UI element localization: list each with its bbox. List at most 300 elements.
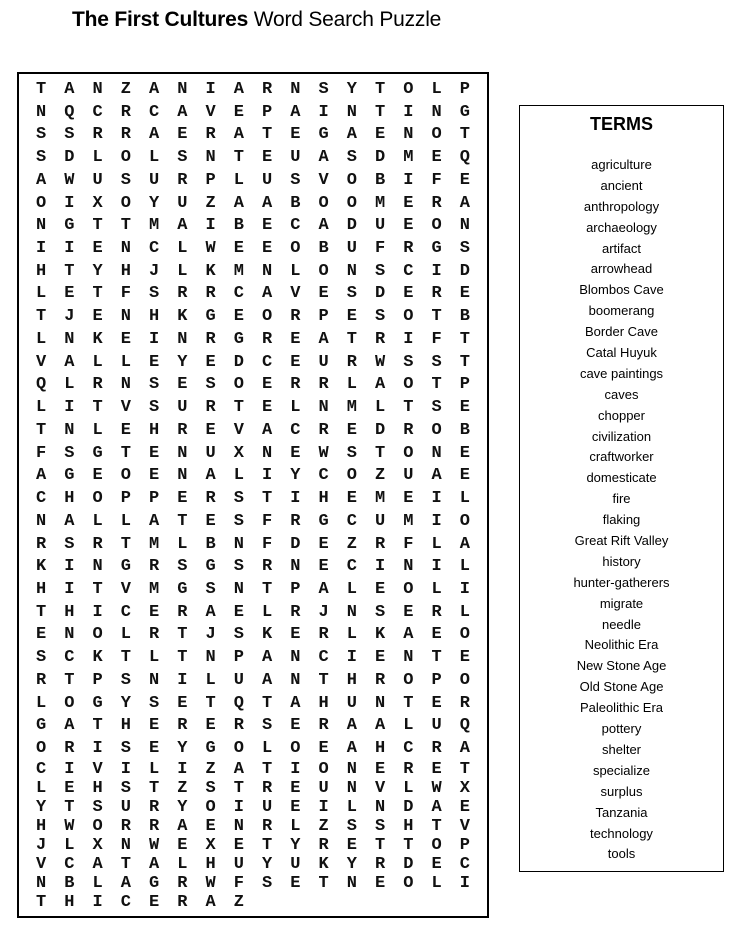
grid-letter: H	[318, 489, 329, 509]
grid-letter: E	[36, 625, 47, 645]
grid-letter: O	[459, 511, 470, 531]
term-item: New Stone Age	[576, 658, 667, 674]
grid-letter: I	[403, 170, 414, 190]
term-item: technology	[590, 825, 653, 841]
grid-letter: R	[403, 760, 414, 779]
grid-letter: L	[36, 329, 47, 349]
grid-letter: V	[290, 284, 301, 304]
grid-letter: I	[233, 798, 244, 817]
grid-letter: S	[64, 125, 75, 145]
grid-letter: H	[120, 261, 131, 281]
grid-letter: T	[431, 648, 442, 668]
grid-letter: S	[177, 557, 188, 577]
grid-letter: O	[205, 798, 216, 817]
grid-letter: I	[431, 261, 442, 281]
term-item: chopper	[598, 407, 645, 423]
grid-letter: I	[290, 489, 301, 509]
grid-letter: T	[346, 329, 357, 349]
grid-letter: N	[431, 102, 442, 122]
grid-letter: T	[375, 79, 386, 99]
grid-letter: U	[149, 170, 160, 190]
grid-letter: B	[375, 170, 386, 190]
term-item: artifact	[601, 240, 641, 256]
grid-letter: W	[205, 874, 216, 893]
grid-letter: S	[233, 511, 244, 531]
grid-letter: T	[36, 307, 47, 327]
grid-letter: J	[205, 625, 216, 645]
grid-letter: Y	[177, 739, 188, 759]
grid-letter: T	[92, 716, 103, 736]
grid-letter: O	[318, 193, 329, 213]
grid-letter: U	[262, 798, 273, 817]
grid-letter: S	[262, 716, 273, 736]
grid-letter: T	[459, 125, 470, 145]
term-item: agriculture	[591, 157, 652, 172]
grid-letter: A	[318, 579, 329, 599]
grid-letter: T	[431, 307, 442, 327]
grid-letter: O	[403, 874, 414, 893]
grid-letter: E	[205, 817, 216, 836]
grid-letter: M	[233, 261, 244, 281]
grid-letter: A	[64, 352, 75, 372]
grid-letter: A	[431, 798, 442, 817]
grid-letter: L	[36, 693, 47, 713]
grid-letter: E	[262, 216, 273, 236]
grid-letter: B	[459, 420, 470, 440]
grid-letter: L	[346, 375, 357, 395]
grid-letter: E	[318, 557, 329, 577]
grid-letter: O	[431, 836, 442, 855]
grid-letter: L	[149, 648, 160, 668]
grid-letter: N	[120, 836, 131, 855]
grid-letter: W	[64, 817, 75, 836]
grid-letter: Q	[459, 148, 470, 168]
grid-letter: S	[318, 79, 329, 99]
grid-letter: C	[318, 648, 329, 668]
grid-letter: A	[459, 739, 470, 759]
grid-letter: T	[36, 602, 47, 622]
grid-letter: S	[120, 739, 131, 759]
grid-letter: E	[403, 602, 414, 622]
grid-letter: N	[64, 625, 75, 645]
grid-letter: B	[290, 193, 301, 213]
word-search-grid-box	[17, 72, 489, 918]
terms-panel	[519, 105, 724, 872]
grid-letter: R	[177, 716, 188, 736]
grid-letter: U	[262, 170, 273, 190]
grid-letter: S	[64, 443, 75, 463]
term-item: craftworker	[589, 449, 654, 465]
grid-letter: S	[375, 307, 386, 327]
grid-letter: O	[36, 739, 47, 759]
grid-letter: E	[233, 102, 244, 122]
grid-letter: I	[205, 79, 216, 99]
grid-letter: O	[346, 193, 357, 213]
grid-letter: V	[233, 420, 244, 440]
grid-letter: L	[177, 238, 188, 258]
grid-letter: E	[64, 779, 75, 798]
grid-letter: A	[64, 79, 75, 99]
grid-letter: F	[233, 874, 244, 893]
grid-letter: N	[459, 216, 470, 236]
grid-letter: C	[64, 648, 75, 668]
grid-letter: U	[92, 170, 103, 190]
grid-letter: A	[177, 216, 188, 236]
grid-letter: E	[375, 648, 386, 668]
grid-letter: R	[431, 739, 442, 759]
grid-letter: U	[233, 855, 244, 874]
grid-letter: I	[205, 216, 216, 236]
grid-letter: G	[205, 557, 216, 577]
grid-letter: R	[149, 817, 160, 836]
grid-letter: R	[177, 170, 188, 190]
grid-letter: N	[290, 79, 301, 99]
grid-letter: N	[346, 779, 357, 798]
grid-letter: E	[262, 238, 273, 258]
grid-letter: T	[36, 893, 47, 912]
grid-letter: R	[149, 557, 160, 577]
grid-letter: A	[459, 534, 470, 554]
grid-letter: E	[177, 375, 188, 395]
grid-letter: E	[233, 836, 244, 855]
grid-letter: E	[120, 329, 131, 349]
grid-letter: L	[431, 579, 442, 599]
grid-letter: R	[375, 670, 386, 690]
grid-letter: T	[233, 779, 244, 798]
grid-letter: I	[36, 238, 47, 258]
grid-letter: L	[64, 836, 75, 855]
grid-letter: T	[92, 579, 103, 599]
grid-letter: Y	[92, 261, 103, 281]
grid-letter: D	[233, 352, 244, 372]
grid-letter: I	[290, 760, 301, 779]
grid-letter: A	[233, 79, 244, 99]
term-item: Catal Huyuk	[586, 345, 657, 361]
grid-letter: A	[149, 855, 160, 874]
grid-letter: Q	[459, 716, 470, 736]
grid-letter: A	[318, 329, 329, 349]
grid-letter: A	[290, 693, 301, 713]
grid-letter: B	[233, 216, 244, 236]
grid-letter: L	[403, 779, 414, 798]
grid-letter: S	[431, 398, 442, 418]
puzzle-title-rest: Word Search Puzzle	[248, 8, 442, 31]
grid-letter: L	[459, 489, 470, 509]
grid-letter: S	[36, 148, 47, 168]
grid-letter: S	[290, 170, 301, 190]
grid-letter: Y	[120, 693, 131, 713]
grid-letter: H	[92, 779, 103, 798]
grid-letter: S	[459, 238, 470, 258]
grid-letter: S	[346, 443, 357, 463]
grid-letter: N	[177, 79, 188, 99]
grid-letter: S	[346, 284, 357, 304]
grid-letter: L	[346, 798, 357, 817]
grid-letter: L	[262, 602, 273, 622]
grid-letter: L	[459, 557, 470, 577]
grid-letter: E	[177, 836, 188, 855]
grid-letter: E	[290, 625, 301, 645]
grid-letter: E	[149, 466, 160, 486]
grid-letter: A	[233, 125, 244, 145]
grid-letter: E	[262, 148, 273, 168]
grid-letter: P	[205, 170, 216, 190]
grid-letter: I	[64, 238, 75, 258]
grid-letter: L	[346, 579, 357, 599]
grid-letter: D	[375, 148, 386, 168]
grid-letter: A	[375, 716, 386, 736]
grid-letter: D	[403, 798, 414, 817]
grid-letter: S	[205, 779, 216, 798]
grid-letter: L	[92, 148, 103, 168]
grid-letter: C	[262, 352, 273, 372]
grid-letter: C	[233, 284, 244, 304]
grid-letter: O	[120, 466, 131, 486]
grid-letter: W	[64, 170, 75, 190]
grid-letter: R	[177, 284, 188, 304]
grid-letter: O	[120, 148, 131, 168]
grid-letter: E	[459, 466, 470, 486]
grid-letter: D	[403, 855, 414, 874]
grid-letter: B	[459, 307, 470, 327]
grid-letter: F	[262, 534, 273, 554]
grid-letter: C	[403, 261, 414, 281]
grid-letter: P	[92, 670, 103, 690]
grid-letter: C	[120, 893, 131, 912]
grid-letter: E	[459, 398, 470, 418]
grid-letter: R	[149, 625, 160, 645]
grid-letter: Y	[346, 79, 357, 99]
grid-letter: L	[149, 148, 160, 168]
grid-letter: L	[120, 352, 131, 372]
grid-letter: S	[205, 375, 216, 395]
grid-letter: S	[233, 489, 244, 509]
grid-letter: I	[262, 466, 273, 486]
grid-letter: E	[459, 284, 470, 304]
grid-letter: S	[262, 874, 273, 893]
grid-letter: Z	[177, 779, 188, 798]
grid-letter: T	[233, 148, 244, 168]
grid-letter: U	[346, 238, 357, 258]
grid-letter: R	[262, 779, 273, 798]
grid-letter: C	[290, 420, 301, 440]
grid-letter: Y	[262, 855, 273, 874]
grid-letter: L	[262, 739, 273, 759]
grid-letter: O	[36, 193, 47, 213]
grid-letter: S	[120, 170, 131, 190]
grid-letter: M	[403, 148, 414, 168]
grid-letter: E	[375, 579, 386, 599]
grid-letter: Z	[375, 466, 386, 486]
grid-letter: E	[459, 648, 470, 668]
grid-letter: H	[205, 855, 216, 874]
grid-letter: E	[149, 893, 160, 912]
grid-letter: R	[290, 602, 301, 622]
grid-letter: N	[233, 817, 244, 836]
grid-letter: T	[64, 798, 75, 817]
grid-letter: C	[149, 102, 160, 122]
grid-letter: N	[290, 557, 301, 577]
grid-letter: O	[403, 579, 414, 599]
grid-letter: I	[92, 739, 103, 759]
grid-letter: O	[431, 216, 442, 236]
grid-letter: E	[431, 148, 442, 168]
grid-letter: G	[431, 238, 442, 258]
grid-letter: R	[64, 739, 75, 759]
term-item: Old Stone Age	[579, 679, 664, 695]
grid-letter: E	[64, 284, 75, 304]
grid-letter: D	[346, 216, 357, 236]
grid-letter: E	[290, 716, 301, 736]
grid-letter: R	[92, 125, 103, 145]
grid-letter: N	[346, 602, 357, 622]
grid-letter: R	[459, 693, 470, 713]
grid-letter: O	[290, 238, 301, 258]
grid-letter: E	[375, 874, 386, 893]
grid-letter: T	[120, 855, 131, 874]
term-item: Blombos Cave	[579, 282, 664, 298]
grid-letter: T	[36, 79, 47, 99]
grid-letter: K	[36, 557, 47, 577]
grid-letter: C	[64, 855, 75, 874]
grid-letter: G	[120, 557, 131, 577]
grid-letter: F	[262, 511, 273, 531]
grid-letter: W	[318, 443, 329, 463]
grid-letter: L	[290, 817, 301, 836]
grid-letter: I	[431, 557, 442, 577]
grid-letter: R	[205, 284, 216, 304]
grid-letter: R	[120, 125, 131, 145]
grid-letter: I	[64, 579, 75, 599]
grid-letter: T	[233, 398, 244, 418]
term-item: needle	[601, 616, 642, 632]
grid-letter: O	[403, 670, 414, 690]
grid-letter: L	[149, 760, 160, 779]
grid-letter: N	[233, 579, 244, 599]
grid-letter: R	[120, 102, 131, 122]
grid-letter: I	[375, 557, 386, 577]
grid-letter: R	[318, 836, 329, 855]
grid-letter: X	[92, 836, 103, 855]
grid-letter: N	[36, 102, 47, 122]
grid-letter: E	[177, 693, 188, 713]
grid-letter: M	[149, 534, 160, 554]
term-item: flaking	[602, 512, 641, 528]
grid-letter: A	[64, 716, 75, 736]
grid-letter: L	[177, 855, 188, 874]
word-search-grid	[27, 78, 479, 912]
grid-letter: W	[205, 238, 216, 258]
grid-letter: O	[403, 307, 414, 327]
grid-letter: Q	[233, 693, 244, 713]
grid-letter: E	[346, 489, 357, 509]
grid-letter: U	[290, 855, 301, 874]
grid-letter: S	[36, 125, 47, 145]
grid-letter: A	[177, 102, 188, 122]
grid-letter: A	[92, 855, 103, 874]
grid-letter: R	[375, 534, 386, 554]
grid-letter: R	[262, 79, 273, 99]
grid-letter: O	[92, 817, 103, 836]
grid-letter: A	[120, 874, 131, 893]
grid-letter: T	[431, 817, 442, 836]
grid-letter: I	[431, 489, 442, 509]
grid-letter: U	[431, 716, 442, 736]
grid-letter: A	[36, 466, 47, 486]
grid-letter: N	[36, 511, 47, 531]
grid-letter: N	[233, 534, 244, 554]
grid-letter: P	[262, 102, 273, 122]
grid-letter: H	[64, 602, 75, 622]
grid-letter: T	[92, 216, 103, 236]
term-item: shelter	[601, 741, 642, 757]
grid-letter: V	[459, 817, 470, 836]
grid-letter: B	[64, 874, 75, 893]
grid-letter: T	[177, 511, 188, 531]
grid-letter: V	[205, 102, 216, 122]
grid-letter: Y	[149, 193, 160, 213]
grid-letter: E	[403, 193, 414, 213]
grid-letter: L	[205, 670, 216, 690]
grid-letter: T	[375, 443, 386, 463]
grid-letter: L	[64, 375, 75, 395]
grid-letter: R	[177, 874, 188, 893]
grid-letter: P	[459, 836, 470, 855]
grid-letter: A	[459, 193, 470, 213]
grid-letter: R	[205, 398, 216, 418]
grid-letter: G	[92, 443, 103, 463]
grid-letter: I	[177, 670, 188, 690]
grid-letter: T	[403, 398, 414, 418]
grid-letter: A	[346, 739, 357, 759]
grid-letter: O	[459, 625, 470, 645]
grid-letter: S	[149, 398, 160, 418]
grid-letter: C	[346, 511, 357, 531]
grid-letter: S	[233, 625, 244, 645]
grid-letter: N	[120, 238, 131, 258]
grid-letter: A	[149, 125, 160, 145]
grid-letter: Z	[120, 79, 131, 99]
grid-letter: S	[205, 579, 216, 599]
grid-letter: A	[375, 375, 386, 395]
grid-letter: L	[459, 602, 470, 622]
grid-letter: X	[92, 193, 103, 213]
grid-letter: K	[318, 855, 329, 874]
grid-letter: O	[459, 670, 470, 690]
grid-letter: T	[120, 534, 131, 554]
grid-letter: A	[262, 420, 273, 440]
grid-letter: N	[36, 216, 47, 236]
grid-letter: C	[346, 557, 357, 577]
grid-letter: L	[290, 261, 301, 281]
grid-letter: E	[459, 443, 470, 463]
grid-letter: L	[92, 420, 103, 440]
grid-letter: I	[431, 511, 442, 531]
grid-letter: I	[64, 557, 75, 577]
grid-letter: E	[431, 693, 442, 713]
grid-letter: I	[92, 602, 103, 622]
grid-letter: E	[177, 489, 188, 509]
grid-letter: E	[205, 716, 216, 736]
grid-letter: H	[36, 261, 47, 281]
grid-letter: S	[149, 693, 160, 713]
grid-letter: A	[205, 466, 216, 486]
grid-letter: E	[459, 170, 470, 190]
grid-letter: I	[403, 102, 414, 122]
grid-letter: M	[403, 511, 414, 531]
term-item: history	[602, 553, 641, 569]
grid-letter: M	[149, 216, 160, 236]
